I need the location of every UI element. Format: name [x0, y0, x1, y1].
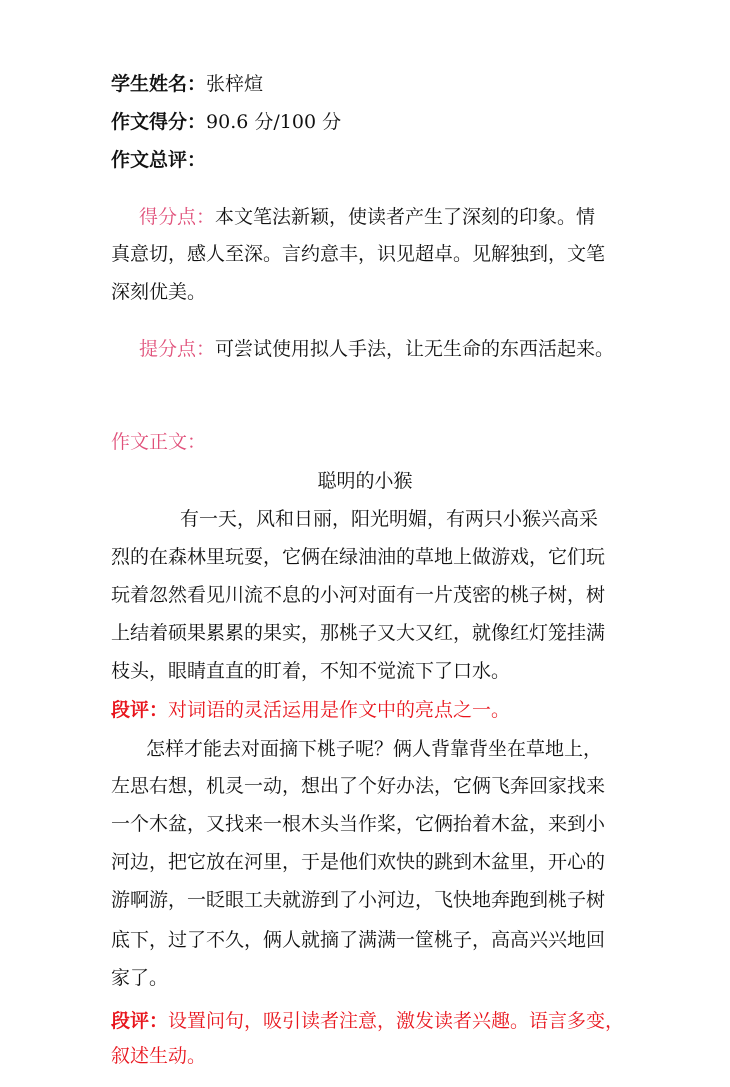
paragraph-comment-2-label: 段评： [111, 1010, 169, 1032]
good-points-label: 得分点： [139, 206, 216, 228]
essay-p1-line-1: 有一天，风和日丽，阳光明媚，有两只小猴兴高采 [180, 508, 599, 530]
essay-p2-line-1: 怎样才能去对面摘下桃子呢？俩人背靠背坐在草地上， [146, 738, 603, 760]
paragraph-comment-2-line-1: 设置问句，吸引读者注意，激发读者兴趣。语言多变， [168, 1010, 625, 1032]
score-label: 作文得分： [111, 111, 207, 133]
essay-p2-line-3: 一个木盆，又找来一根木头当作桨，它俩抬着木盆，来到小 [111, 813, 606, 835]
essay-p1-line-3: 玩着忽然看见川流不息的小河对面有一片茂密的桃子树，树 [111, 584, 606, 606]
score-value: 90.6 分/100 分 [206, 111, 342, 133]
student-name-row [111, 72, 263, 96]
improve-points-label: 提分点： [139, 338, 216, 360]
essay-p1-line-4: 上结着硕果累累的果实，那桃子又大又红，就像红灯笼挂满 [111, 622, 606, 644]
paragraph-comment-1-text: 对词语的灵活运用是作文中的亮点之一。 [168, 699, 511, 721]
essay-section-label: 作文正文： [111, 431, 207, 453]
essay-p2-line-5: 游啊游，一眨眼工夫就游到了小河边，飞快地奔跑到桃子树 [111, 889, 606, 911]
improve-points-text: 可尝试使用拟人手法，让无生命的东西活起来。 [215, 338, 615, 360]
essay-p2-line-4: 河边，把它放在河里，于是他们欢快的跳到木盆里，开心的 [111, 851, 606, 873]
essay-p1-line-5: 枝头，眼睛直直的盯着，不知不觉流下了口水。 [111, 660, 511, 682]
essay-p2-line-2: 左思右想，机灵一动，想出了个好办法，它俩飞奔回家找来 [111, 775, 606, 797]
essay-p2-line-7: 家了。 [111, 967, 169, 989]
good-points-line-2: 真意切，感人至深。言约意丰，识见超卓。见解独到，文笔 [111, 243, 606, 265]
student-name-label: 学生姓名： [111, 73, 207, 95]
paragraph-comment-1 [111, 698, 510, 722]
paragraph-comment-2 [111, 1009, 624, 1033]
paragraph-comment-2-line-2: 叙述生动。 [111, 1045, 207, 1067]
improve-points-row [139, 337, 614, 361]
essay-p2-line-6: 底下，过了不久，俩人就摘了满满一筐桃子，高高兴兴地回 [111, 929, 606, 951]
student-name-value: 张梓煊 [206, 73, 264, 95]
overall-comment-label: 作文总评： [111, 149, 207, 171]
good-points-row [139, 205, 595, 229]
score-row [111, 110, 341, 134]
essay-title: 聪明的小猴 [317, 470, 413, 492]
good-points-line-3: 深刻优美。 [111, 281, 207, 303]
essay-p1-line-2: 烈的在森林里玩耍，它俩在绿油油的草地上做游戏，它们玩 [111, 546, 606, 568]
paragraph-comment-1-label: 段评： [111, 699, 169, 721]
good-points-line-1: 本文笔法新颖，使读者产生了深刻的印象。情 [215, 206, 596, 228]
